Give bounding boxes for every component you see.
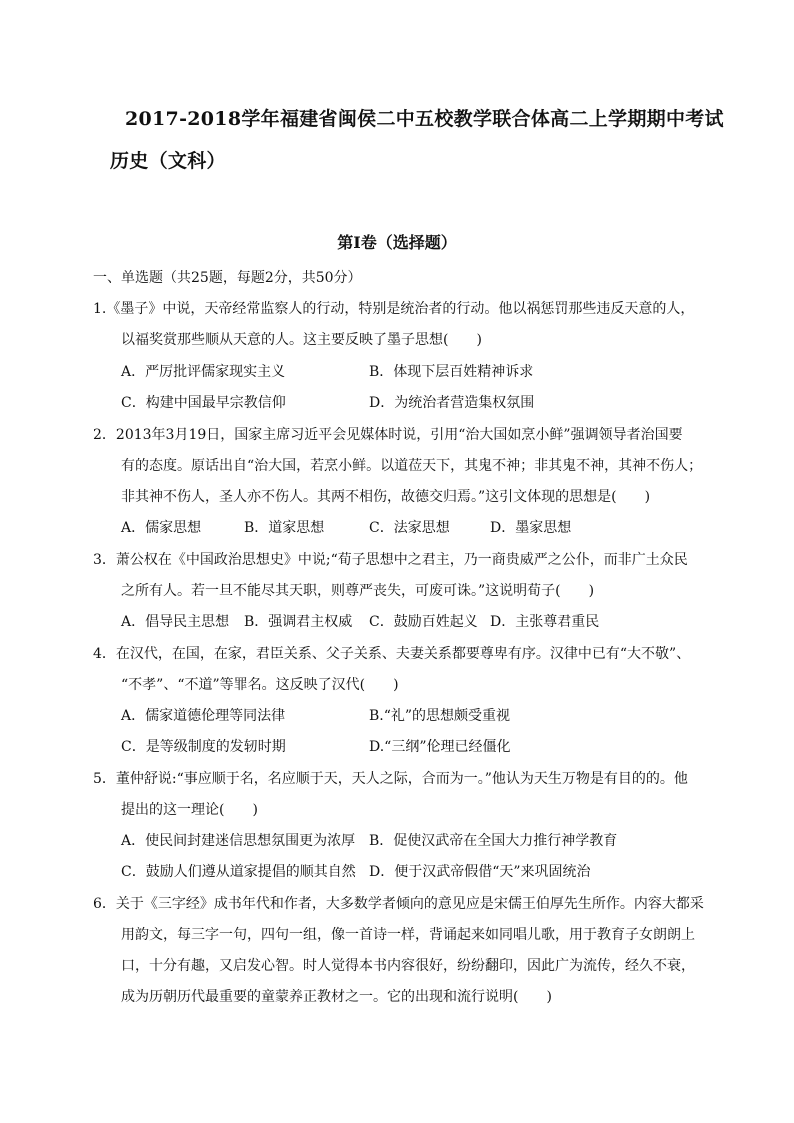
question-5-line-1: 5．董仲舒说:“事应顺于名，名应顺于天，天人之际，合而为一。”他认为天生万物是有目的的。他 — [93, 771, 688, 787]
question-2-line-1: 2．2013年3月19日，国家主席习近平会见媒体时说，引用“治大国如烹小鲜”强调领导者治国要 — [93, 427, 683, 443]
question-2-option-b: B．道家思想 — [244, 520, 325, 536]
question-5-option-d: D．便于汉武帝假借“天”来巩固统治 — [369, 864, 591, 880]
question-4-option-d: D.“三纲”伦理已经僵化 — [369, 739, 511, 755]
question-2-option-a: A．儒家思想 — [121, 520, 202, 536]
question-1-option-c: C．构建中国最早宗教信仰 — [121, 395, 286, 411]
question-3-line-2: 之所有人。若一旦不能尽其天职，则尊严丧失，可废可诛。”这说明荀子( ) — [121, 583, 595, 599]
question-2-line-2: 有的态度。原话出自“治大国，若烹小鲜。以道莅天下，其鬼不神；非其鬼不神，其神不伤人； — [121, 458, 703, 474]
question-1-option-a: A．严厉批评儒家现实主义 — [121, 364, 286, 380]
question-4-line-1: 4．在汉代，在国，在家，君臣关系、父子关系、夫妻关系都要尊卑有序。汉律中已有“大不敬”、 — [93, 646, 691, 662]
part-heading: 一、单选题（共25题，每题2分，共50分） — [93, 270, 362, 286]
question-3-option-a: A．倡导民主思想 — [121, 614, 230, 630]
question-4-option-a: A．儒家道德伦理等同法律 — [121, 708, 286, 724]
question-6-line-2: 用韵文，每三字一句，四句一组，像一首诗一样，背诵起来如同唱儿歌，用于教育子女朗朗上 — [121, 927, 695, 943]
question-1-line-1: 1.《墨子》中说，天帝经常监察人的行动，特别是统治者的行动。他以祸惩罚那些违反天意的人， — [93, 301, 695, 317]
question-3-option-c: C．鼓励百姓起义 — [369, 614, 478, 630]
question-5-option-a: A．使民间封建迷信思想氛围更为浓厚 — [121, 833, 356, 849]
question-6-line-4: 成为历朝历代最重要的童蒙养正教材之一。它的出现和流行说明( ) — [121, 989, 552, 1005]
question-5-line-2: 提出的这一理论( ) — [121, 802, 258, 818]
question-6-line-1: 6．关于《三字经》成书年代和作者，大多数学者倾向的意见应是宋儒王伯厚先生所作。内容大都采 — [93, 896, 704, 912]
question-6-line-3: 口，十分有趣，又启发心智。时人觉得本书内容很好，纷纷翻印，因此广为流传，经久不衰， — [121, 958, 695, 974]
question-4-line-2: “不孝”、“不道”等罪名。这反映了汉代( ) — [121, 677, 399, 693]
exam-title-line2: 历史（文科） — [110, 150, 226, 172]
question-3-line-1: 3．萧公权在《中国政治思想史》中说;“荀子思想中之君主，乃一商贵威严之公仆，而非广土众民 — [93, 552, 688, 568]
question-3-option-d: D．主张尊君重民 — [490, 614, 600, 630]
section-heading: 第I卷（选择题） — [337, 233, 457, 252]
question-1-line-2: 以福奖赏那些顺从天意的人。这主要反映了墨子思想( ) — [121, 332, 482, 348]
question-4-option-b: B.“礼”的思想颇受重视 — [369, 708, 511, 724]
question-5-option-b: B．促使汉武帝在全国大力推行神学教育 — [369, 833, 618, 849]
question-5-option-c: C．鼓励人们遵从道家提倡的顺其自然 — [121, 864, 356, 880]
question-2-line-3: 非其神不伤人，圣人亦不伤人。其两不相伤，故德交归焉。”这引文体现的思想是( ) — [121, 489, 651, 505]
exam-title-line1: 2017-2018学年福建省闽侯二中五校教学联合体高二上学期期中考试 — [125, 108, 724, 130]
question-2-option-d: D．墨家思想 — [490, 520, 572, 536]
question-1-option-b: B．体现下层百姓精神诉求 — [369, 364, 534, 380]
question-3-option-b: B．强调君主权威 — [244, 614, 353, 630]
question-1-option-d: D．为统治者营造集权氛围 — [369, 395, 535, 411]
question-4-option-c: C．是等级制度的发轫时期 — [121, 739, 286, 755]
question-2-option-c: C．法家思想 — [369, 520, 450, 536]
